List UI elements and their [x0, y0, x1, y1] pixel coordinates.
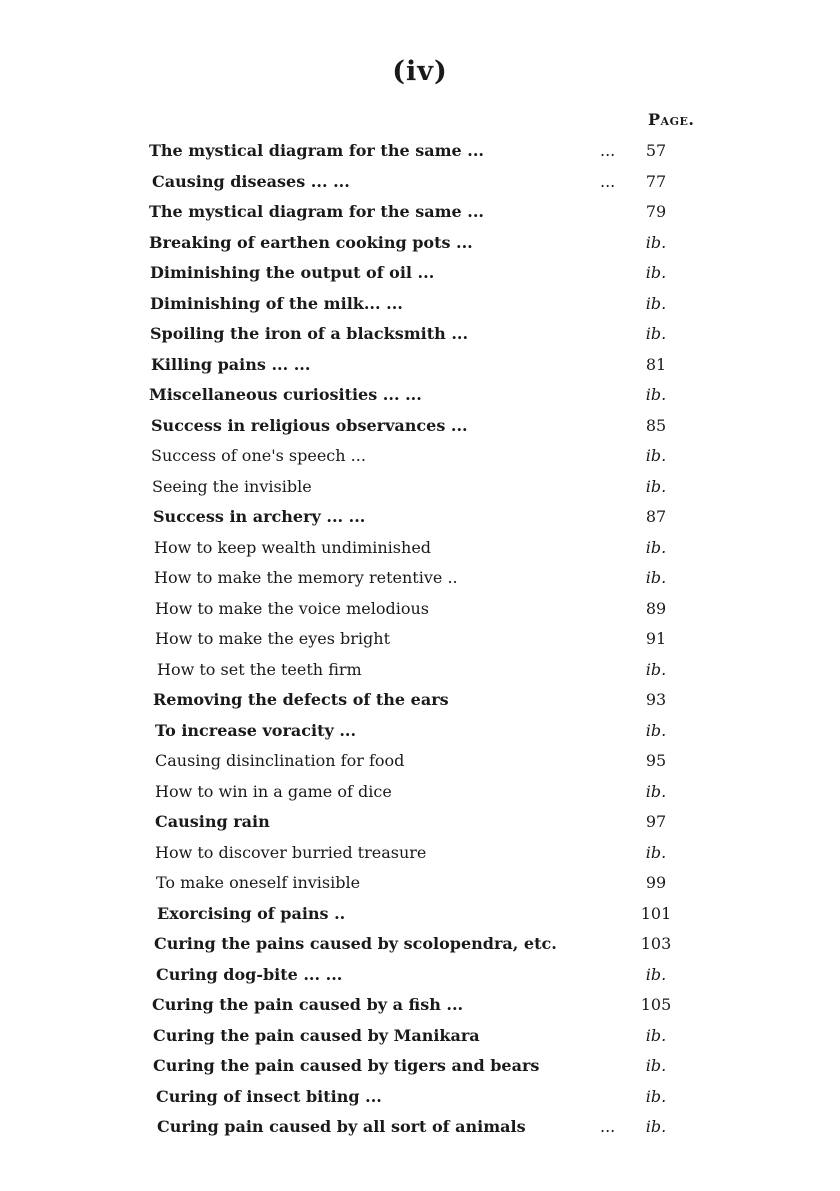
toc-entry-page: 79: [645, 202, 667, 221]
toc-entry-title: Spoiling the iron of a blacksmith ...: [150, 324, 469, 343]
toc-entry-title: Curing the pain caused by Manikara: [153, 1025, 480, 1045]
toc-entry-title: How to discover burried treasure: [155, 842, 427, 862]
toc-entry-page: ib.: [645, 568, 667, 587]
toc-entry-leader: ...: [600, 171, 616, 191]
toc-entry: [0, 929, 840, 960]
toc-entry: [0, 655, 840, 686]
toc-entry-page: 85: [645, 415, 667, 435]
toc-entry: [0, 838, 840, 869]
toc-entry: [0, 502, 840, 533]
toc-entry-title: Curing the pain caused by tigers and bears: [153, 1056, 540, 1075]
toc-entry-page: ib.: [645, 659, 667, 679]
toc-entry-leader: ...: [600, 1117, 616, 1136]
toc-entry-title: How to keep wealth undiminished: [154, 537, 432, 557]
toc-entry: [0, 594, 840, 625]
toc-entry-page: ib.: [645, 385, 667, 404]
toc-entry-page: 91: [645, 629, 667, 648]
toc-entry-title: Curing pain caused by all sort of animals: [157, 1117, 526, 1136]
toc-entry: [0, 350, 840, 381]
toc-entry-page: ib.: [645, 1117, 667, 1136]
toc-entry-page: 87: [645, 507, 667, 526]
toc-entry: [0, 960, 840, 991]
toc-entry-title: The mystical diagram for the same ...: [149, 141, 484, 160]
toc-entry-page: ib.: [645, 476, 667, 496]
page-number-header: (iv): [392, 56, 448, 87]
toc-entry-title: To increase voracity ...: [155, 720, 357, 740]
toc-entry-page: ib.: [645, 293, 667, 313]
toc-entry: [0, 228, 840, 259]
toc-entry-page: 97: [645, 812, 667, 831]
toc-entry-title: To make oneself invisible: [156, 873, 361, 892]
toc-entry-page: 93: [645, 690, 667, 709]
toc-entry: [0, 990, 840, 1021]
toc-entry-page: ib.: [645, 842, 667, 862]
toc-entry: [0, 807, 840, 838]
toc-entry-page: ib.: [645, 446, 667, 465]
toc-entry-title: Curing dog-bite ... ...: [156, 964, 343, 984]
toc-entry-page: ib.: [645, 263, 667, 282]
toc-entry: [0, 624, 840, 655]
toc-entry-page: ib.: [645, 720, 667, 740]
toc-entry: [0, 289, 840, 320]
toc-entry-page: ib.: [645, 964, 667, 984]
toc-entry-title: Miscellaneous curiosities ... ...: [149, 385, 422, 404]
toc-entry-title: The mystical diagram for the same ...: [149, 202, 484, 221]
toc-entry-title: Curing the pains caused by scolopendra, etc.: [154, 934, 557, 953]
toc-entry: [0, 472, 840, 503]
toc-entry: [0, 716, 840, 747]
toc-entry: [0, 441, 840, 472]
toc-entry-page: 95: [645, 751, 667, 770]
toc-entry-title: Success in archery ... ...: [153, 507, 366, 526]
toc-entry: [0, 411, 840, 442]
toc-entry-page: ib.: [645, 1025, 667, 1045]
toc-entry: [0, 1082, 840, 1113]
toc-entry: [0, 197, 840, 228]
toc-entry-page: 89: [645, 598, 667, 618]
toc-entry: [0, 533, 840, 564]
toc-entry-title: Causing rain: [155, 812, 270, 831]
toc-entry-page: 103: [640, 934, 672, 953]
toc-entry-title: Success of one's speech ...: [151, 446, 366, 465]
toc-entry: [0, 868, 840, 899]
toc-entry-page: ib.: [645, 537, 667, 557]
toc-entry: [0, 136, 840, 167]
toc-entry: [0, 777, 840, 808]
toc-entry: [0, 685, 840, 716]
toc-entry-title: Causing disinclination for food: [155, 751, 405, 770]
toc-entry-title: How to make the voice melodious: [155, 598, 429, 618]
toc-entry-leader: ...: [600, 141, 616, 160]
table-of-contents: [0, 136, 840, 1143]
toc-entry-page: 77: [645, 171, 667, 191]
toc-entry-title: Curing the pain caused by a fish ...: [152, 995, 464, 1014]
toc-entry: [0, 899, 840, 930]
toc-entry-title: Killing pains ... ...: [151, 354, 311, 374]
toc-entry: [0, 319, 840, 350]
toc-entry-title: Breaking of earthen cooking pots ...: [149, 232, 473, 252]
toc-entry-title: Seeing the invisible: [152, 476, 312, 496]
toc-entry-title: Diminishing of the milk... ...: [150, 293, 403, 313]
toc-entry-title: How to make the memory retentive ..: [154, 568, 458, 587]
toc-entry: [0, 1112, 840, 1143]
page-column-heading: Page.: [648, 110, 695, 129]
toc-entry-title: Exorcising of pains ..: [157, 903, 346, 923]
toc-entry-title: Success in religious observances ...: [151, 415, 468, 435]
toc-entry-page: ib.: [645, 781, 667, 801]
toc-entry: [0, 563, 840, 594]
toc-entry-page: ib.: [645, 1086, 667, 1106]
toc-entry-title: How to make the eyes bright: [155, 629, 391, 648]
toc-entry-page: 105: [640, 995, 672, 1014]
toc-entry-page: 101: [640, 903, 672, 923]
toc-entry: [0, 258, 840, 289]
toc-entry: [0, 1021, 840, 1052]
toc-entry-title: Diminishing the output of oil ...: [150, 263, 435, 282]
toc-entry-page: ib.: [645, 232, 667, 252]
toc-entry: [0, 746, 840, 777]
toc-entry-page: ib.: [645, 1056, 667, 1075]
toc-entry-title: Causing diseases ... ...: [152, 171, 350, 191]
toc-entry-title: How to win in a game of dice: [155, 781, 392, 801]
toc-entry-title: Curing of insect biting ...: [156, 1086, 382, 1106]
toc-entry-title: How to set the teeth firm: [157, 659, 362, 679]
toc-entry: [0, 167, 840, 198]
toc-entry: [0, 1051, 840, 1082]
toc-entry-page: 99: [645, 873, 667, 892]
toc-entry-page: 57: [645, 141, 667, 160]
toc-entry-title: Removing the defects of the ears: [153, 690, 449, 709]
toc-entry: [0, 380, 840, 411]
toc-entry-page: ib.: [645, 324, 667, 343]
toc-entry-page: 81: [645, 354, 667, 374]
